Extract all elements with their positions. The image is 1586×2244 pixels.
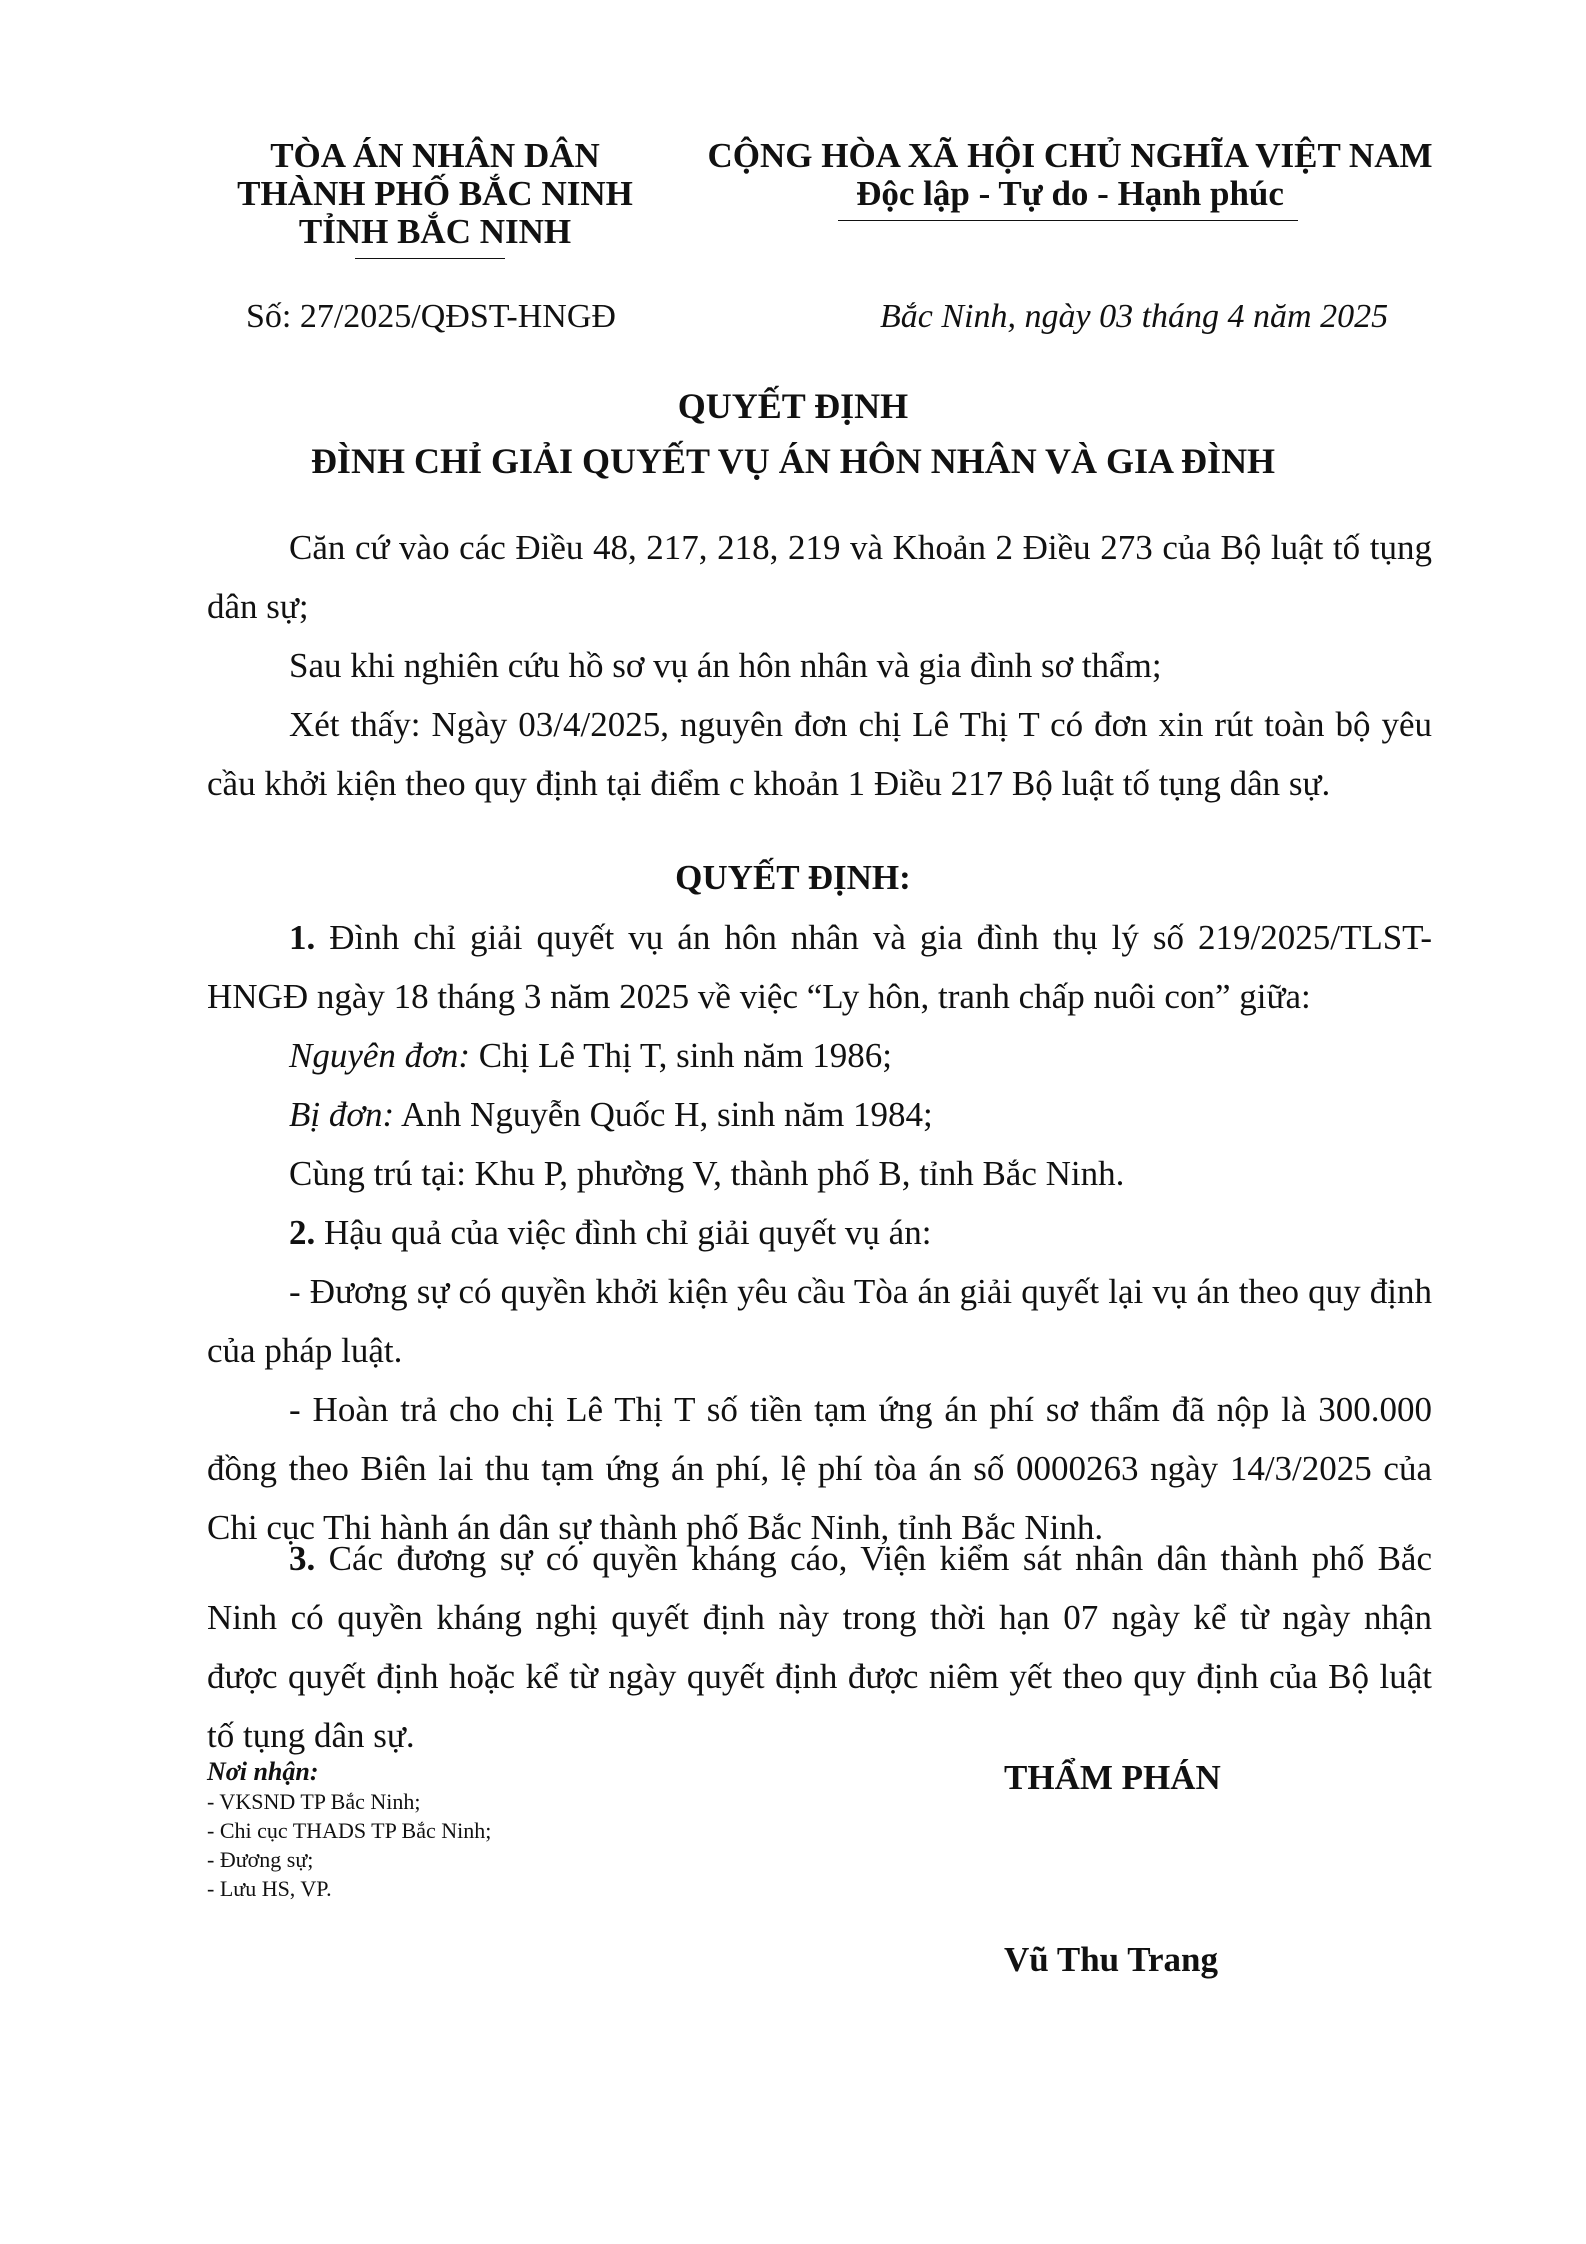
- residence-line: Cùng trú tại: Khu P, phường V, thành phố B, tỉnh Bắc Ninh.: [289, 1154, 1125, 1193]
- place-date: Bắc Ninh, ngày 03 tháng 4 năm 2025: [880, 298, 1389, 335]
- item-2-a-paragraph: - Đương sự có quyền khởi kiện yêu cầu Tòa án giải quyết lại vụ án theo quy định của pháp luật.: [207, 1272, 1432, 1370]
- nation-block: [690, 137, 1450, 213]
- recipient-item: - Lưu HS, VP.: [207, 1876, 332, 1901]
- item-3-number: 3.: [289, 1539, 316, 1578]
- court-line-1: TÒA ÁN NHÂN DÂN: [270, 136, 600, 175]
- signature-role: THẨM PHÁN: [1004, 1758, 1221, 1797]
- defendant-line: [207, 1085, 1432, 1144]
- signature-name: Vũ Thu Trang: [1004, 1940, 1218, 1979]
- item-2-text: Hậu quả của việc đình chỉ giải quyết vụ án:: [315, 1213, 932, 1252]
- item-1-text: Đình chỉ giải quyết vụ án hôn nhân và gia đình thụ lý số 219/2025/TLST-HNGĐ ngày 18 tháng 3 năm 2025 về việc “Ly hôn, tranh chấp nuôi con” giữa:: [207, 918, 1432, 1016]
- defendant-label: Bị đơn:: [289, 1095, 395, 1134]
- item-3-paragraph: [207, 1529, 1432, 1765]
- motto: Độc lập - Tự do - Hạnh phúc: [856, 174, 1284, 213]
- item-3-text: Các đương sự có quyền kháng cáo, Viện kiểm sát nhân dân thành phố Bắc Ninh có quyền kháng nghị quyết định này trong thời hạn 07 ngày kể từ ngày nhận được quyết định hoặc kể từ ngày quyết định được niêm yết theo quy định của Bộ luật tố tụng dân sự.: [207, 1539, 1432, 1755]
- decide-heading: QUYẾT ĐỊNH:: [675, 858, 911, 897]
- review-paragraph: Sau khi nghiên cứu hồ sơ vụ án hôn nhân và gia đình sơ thẩm;: [289, 646, 1162, 685]
- document-number: Số: 27/2025/QĐST-HNGĐ: [246, 298, 616, 335]
- item-2-number: 2.: [289, 1213, 316, 1252]
- court-name-block: [205, 137, 665, 251]
- plaintiff-label: Nguyên đơn:: [289, 1036, 470, 1075]
- plaintiff-line: [207, 1026, 1432, 1085]
- item-1-paragraph: [207, 908, 1432, 1026]
- recipients-block: [207, 1757, 807, 1903]
- item-2-paragraph: [207, 1203, 1432, 1262]
- recipient-item: - Chi cục THADS TP Bắc Ninh;: [207, 1818, 492, 1843]
- nation-title: CỘNG HÒA XÃ HỘI CHỦ NGHĨA VIỆT NAM: [707, 136, 1433, 175]
- plaintiff-text: Chị Lê Thị T, sinh năm 1986;: [470, 1036, 892, 1075]
- decision-title: QUYẾT ĐỊNH: [677, 386, 909, 426]
- item-1-number: 1.: [289, 918, 316, 957]
- decision-subtitle: ĐÌNH CHỈ GIẢI QUYẾT VỤ ÁN HÔN NHÂN VÀ GIA ĐÌNH: [310, 441, 1276, 481]
- defendant-text: Anh Nguyễn Quốc H, sinh năm 1984;: [394, 1095, 933, 1134]
- court-underline: [355, 258, 505, 259]
- recipient-item: - Đương sự;: [207, 1847, 314, 1872]
- item-2-b-paragraph: - Hoàn trả cho chị Lê Thị T số tiền tạm ứng án phí sơ thẩm đã nộp là 300.000 đồng theo Biên lai thu tạm ứng án phí, lệ phí tòa án số 0000263 ngày 14/3/2025 của Chi cục Thi hành án dân sự thành phố Bắc Ninh, tỉnh Bắc Ninh.: [207, 1390, 1432, 1547]
- basis-paragraph: Căn cứ vào các Điều 48, 217, 218, 219 và Khoản 2 Điều 273 của Bộ luật tố tụng dân sự;: [207, 528, 1432, 626]
- recipients-title: Nơi nhận:: [207, 1757, 319, 1786]
- motto-underline: [838, 220, 1298, 221]
- recipient-item: - VKSND TP Bắc Ninh;: [207, 1789, 421, 1814]
- consideration-paragraph: Xét thấy: Ngày 03/4/2025, nguyên đơn chị Lê Thị T có đơn xin rút toàn bộ yêu cầu khởi kiện theo quy định tại điểm c khoản 1 Điều 217 Bộ luật tố tụng dân sự.: [207, 705, 1432, 803]
- court-line-2: THÀNH PHỐ BẮC NINH: [237, 174, 633, 213]
- court-line-3: TỈNH BẮC NINH: [298, 212, 572, 251]
